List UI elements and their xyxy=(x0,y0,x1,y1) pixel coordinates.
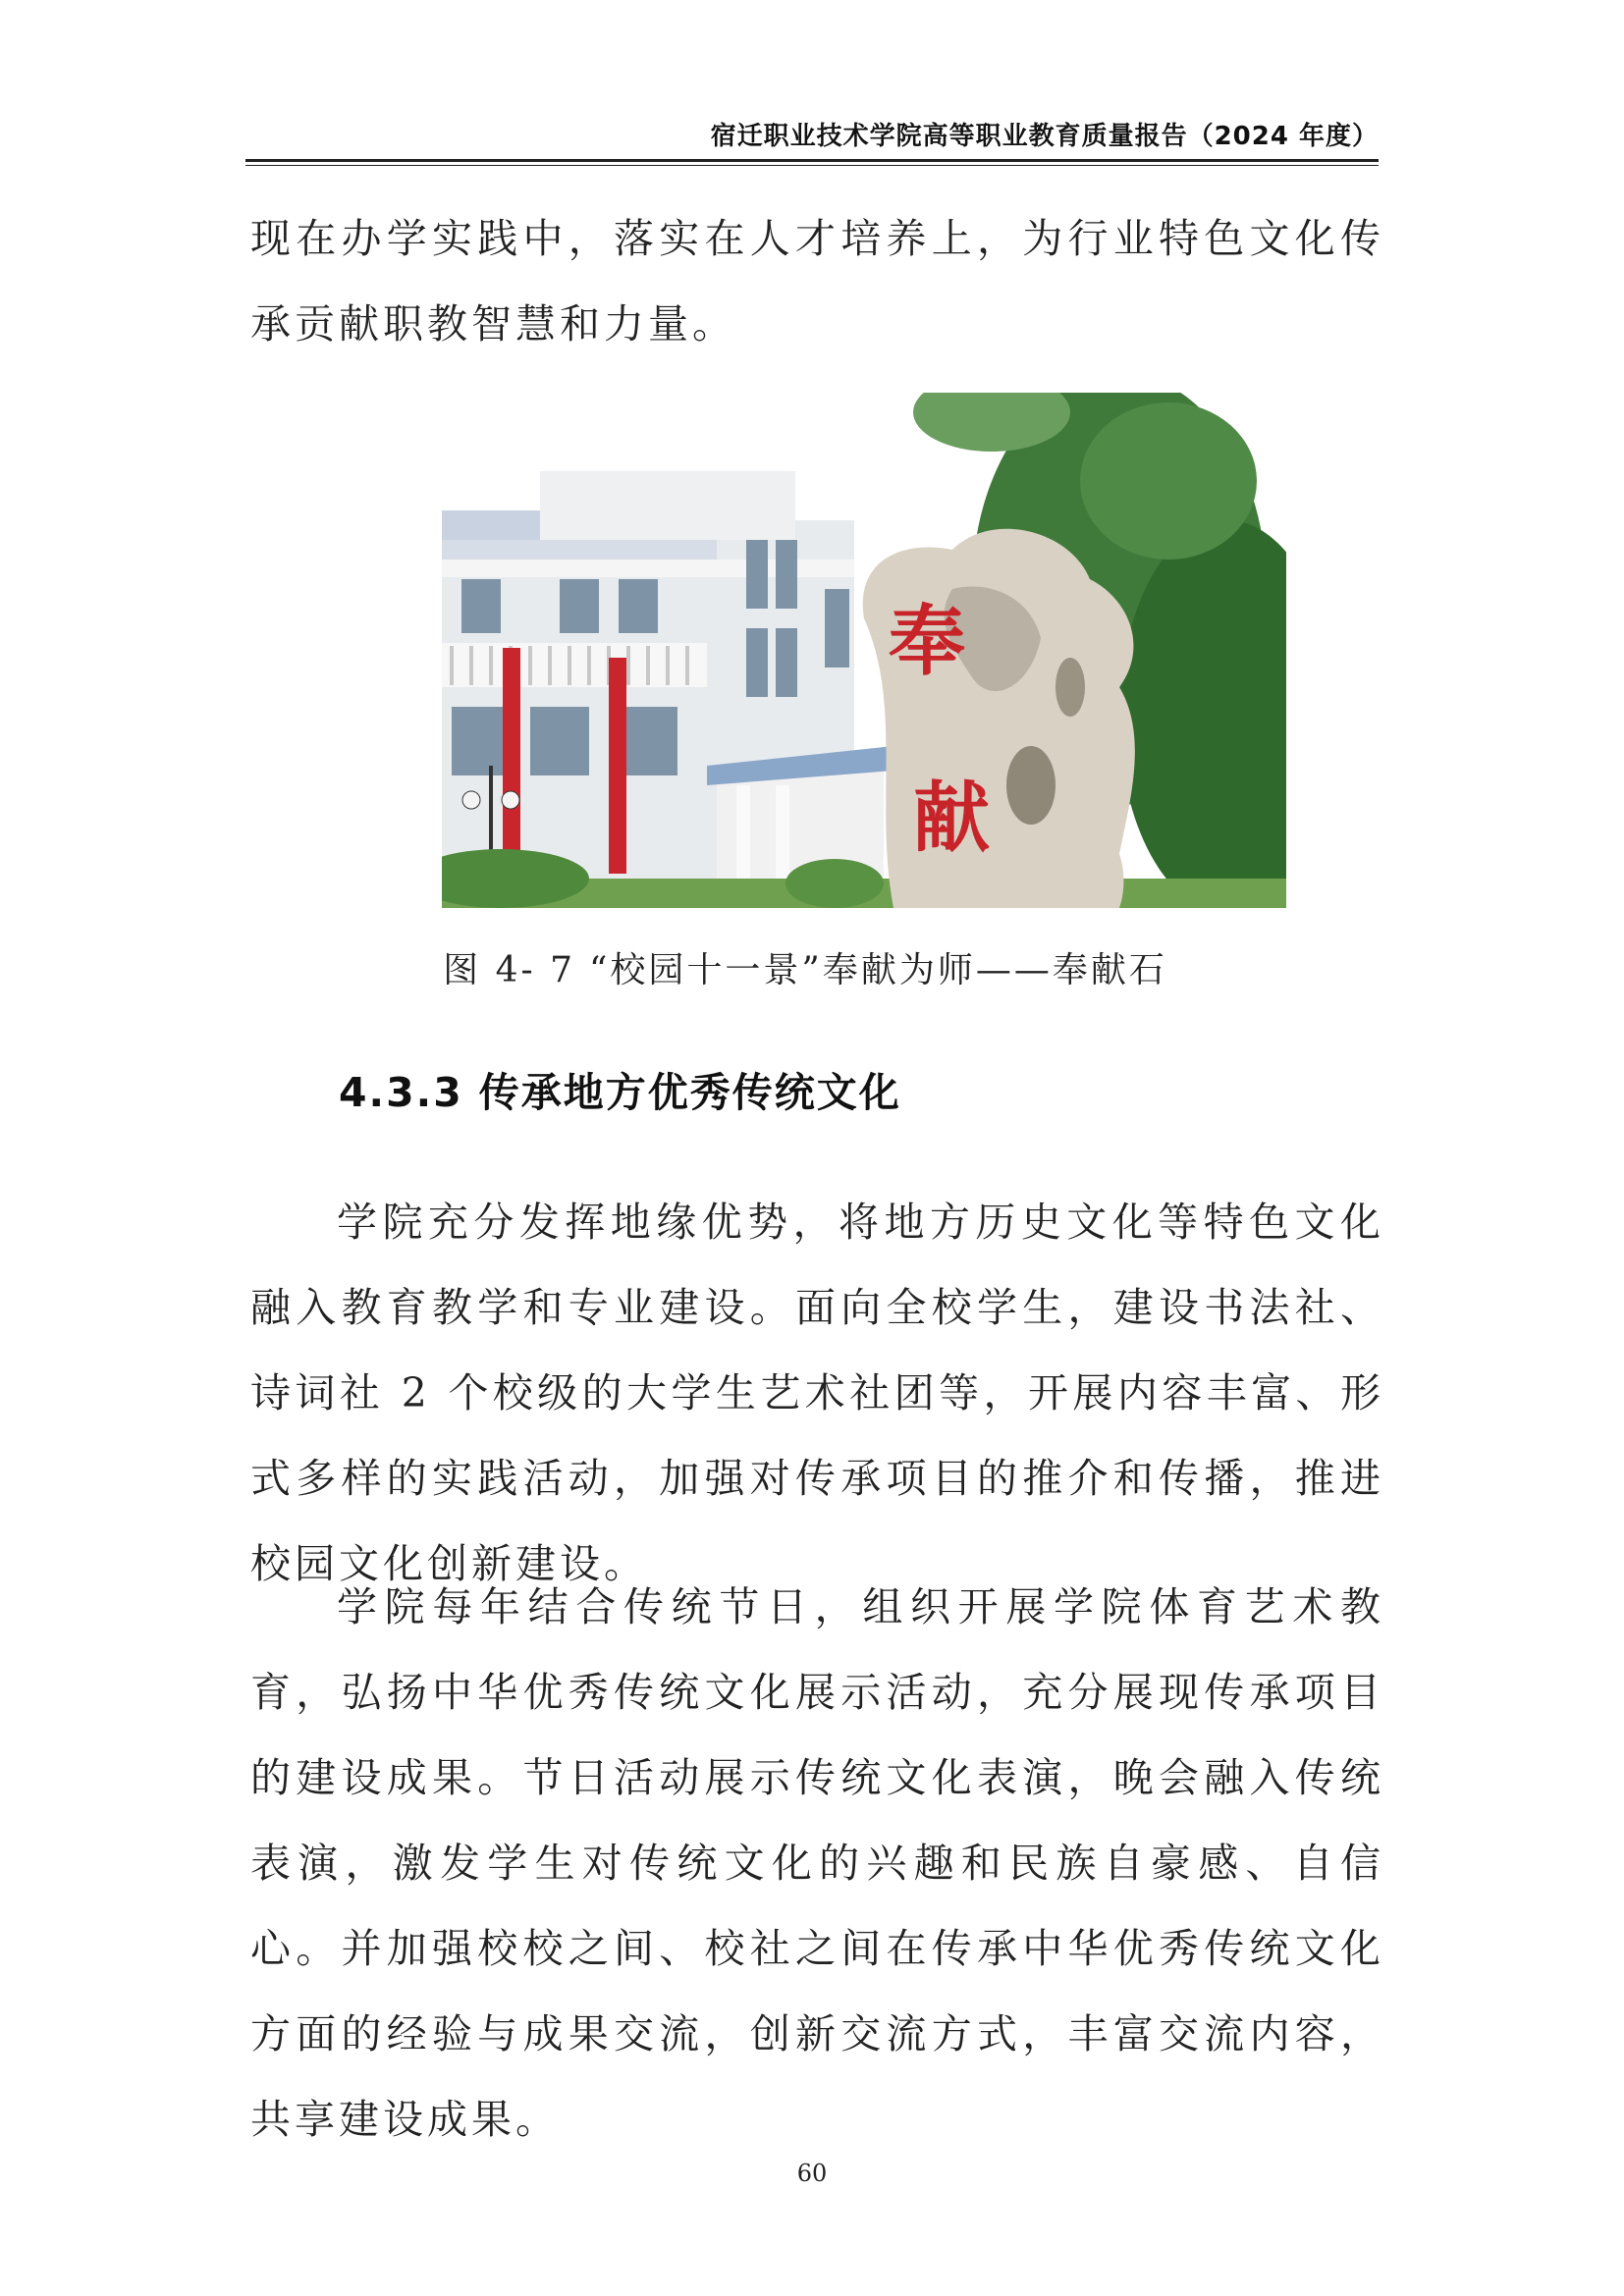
header-rule-thin xyxy=(245,165,1379,166)
stone-char-2: 献 xyxy=(913,774,991,863)
section-title: 传承地方优秀传统文化 xyxy=(478,1069,901,1116)
header-rule xyxy=(245,159,1379,162)
body-paragraph: 学院每年结合传统节日，组织开展学院体育艺术教育，弘扬中华优秀传统文化展示活动，充分展现传承项目的建设成果。节日活动展示传统文化表演，晚会融入传统表演，激发学生对传统文化的兴趣和民族自豪感、自信心。并加强校校之间、校社之间在传承中华优秀传统文化方面的经验与成果交流，创新交流方式，丰富交流内容，共享建设成果。 xyxy=(250,1583,1384,2143)
figure-caption xyxy=(0,942,1624,992)
stone-char-1: 奉 xyxy=(889,597,966,686)
running-header: 宿迁职业技术学院高等职业教育质量报告（2024 年度） xyxy=(710,122,1379,151)
page-number: 60 xyxy=(796,2160,828,2187)
figure-title: “校园十一景”奉献为师——奉献石 xyxy=(589,950,1167,990)
section-number: 4.3.3 xyxy=(339,1069,463,1116)
intro-paragraph: 现在办学实践中，落实在人才培养上，为行业特色文化传承贡献职教智慧和力量。 xyxy=(250,215,1384,347)
campus-photo xyxy=(442,393,1286,908)
figure-number: 图 4- 7 xyxy=(443,950,576,990)
body-paragraph: 学院充分发挥地缘优势，将地方历史文化等特色文化融入教育教学和专业建设。面向全校学生，建设书法社、诗词社 2 个校级的大学生艺术社团等，开展内容丰富、形式多样的实践活动，加强对传承项目的推介和传播，推进校园文化创新建设。 xyxy=(250,1199,1384,1587)
section-heading xyxy=(339,1060,901,1118)
